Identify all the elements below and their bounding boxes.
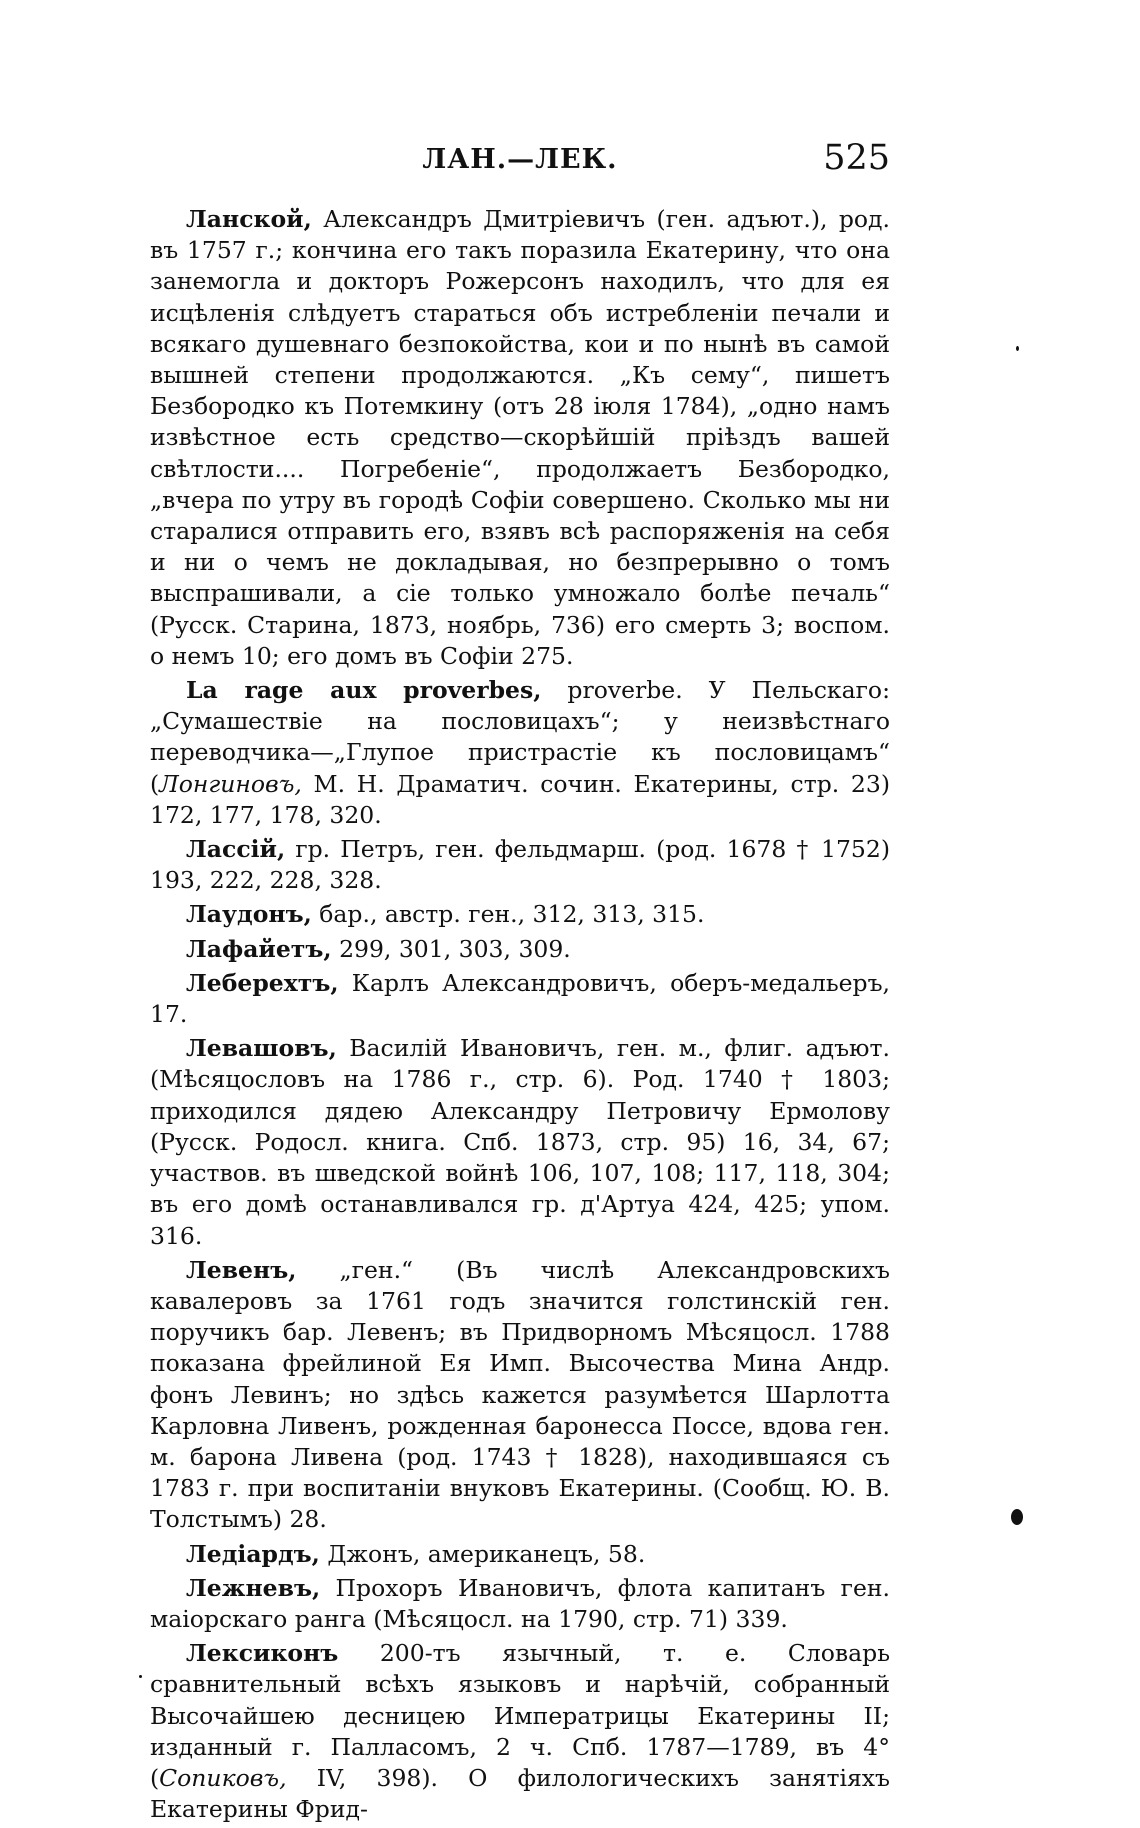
entry-text: „ген.“ (Въ числѣ Александровскихъ кавалеровъ за 1761 годъ значится голстинскій ген. поручикъ бар. Левенъ; въ Придворномъ Мѣсяцосл. 1788 показана фрейлиной Ея Имп. Высочества Мина Андр. фонъ Левинъ; но здѣсь кажется разумѣется Шарлотта Карловна Ливенъ, рожденная баронесса Поссе, вдова ген. м. барона Ливена (род. 1743 † 1828), находившаяся съ 1783 г. при воспитаніи внуковъ Екатерины. (Сообщ. Ю. В. Толстымъ) 28.	[150, 1255, 890, 1534]
entry-text: Прохоръ Ивановичъ, флота капитанъ ген. маіорскаго ранга (Мѣсяцосл. на 1790, стр. 71) 339.	[150, 1573, 890, 1633]
entry-text: Александръ Дмитріевичъ (ген. адъют.), род. въ 1757 г.; кончина его такъ поразила Екатерину, что она занемогла и докторъ Рожерсонъ находилъ, что для ея исцѣленія слѣдуетъ стараться объ истребленіи печали и всякаго душевнаго безпокойства, кои и по нынѣ въ самой вышней степени продолжаются. „Къ сему“, пишетъ Безбородко къ Потемкину (отъ 28 іюля 1784), „одно намъ извѣстное есть средство—скорѣйшій пріѣздъ вашей свѣтлости.... Погребеніе“, продолжаетъ Безбородко, „вчера по утру въ городѣ Софіи совершено. Сколько мы ни старалися отправить его, взявъ всѣ распоряженія на себя и ни о чемъ не докладывая, но безпрерывно о томъ выспрашивали, а сіе только умножало болѣе печаль“ (Русск. Старина, 1873, ноябрь, 736) его смерть 3; воспом. о немъ 10; его домъ въ Софіи 275.	[150, 205, 890, 670]
page-number: 525	[823, 138, 890, 178]
entry-text: 200-тъ язычный, т. е. Словарь сравнительный всѣхъ языковъ и нарѣчій, собранный Высочайшею десницею Императрицы Екатерины II; изданный г. Палласомъ, 2 ч. Спб. 1787—1789, въ 4° (	[150, 1639, 890, 1792]
entry-text-cont: IV, 398). О филологическихъ занятіяхъ Екатерины Фрид-	[150, 1763, 890, 1824]
index-entry	[150, 1255, 890, 1536]
entry-text: гр. Петръ, ген. фельдмарш. (род. 1678 † 1752) 193, 222, 228, 328.	[150, 835, 890, 895]
index-entries	[150, 204, 890, 1828]
index-entry	[150, 834, 890, 896]
entry-text: бар., австр. ген., 312, 313, 315.	[311, 900, 705, 929]
index-entry	[150, 899, 890, 930]
entry-italic: Сопиковъ,	[159, 1763, 287, 1792]
ink-speck	[139, 1675, 142, 1678]
entry-text-cont: М. Н. Драматич. сочин. Екатерины, стр. 23) 172, 177, 178, 320.	[150, 769, 890, 829]
entry-text: Василій Ивановичъ, ген. м., флиг. адъют. (Мѣсяцословъ на 1786 г., стр. 6). Род. 1740 † 1803; приходился дядею Александру Петровичу Ермолову (Русск. Родосл. книга. Спб. 1873, стр. 95) 16, 34, 67; участвов. въ шведской войнѣ 106, 107, 108; 117, 118, 304; въ его домѣ останавливался гр. д'Артуа 424, 425; упом. 316.	[150, 1034, 890, 1250]
entry-headword: La rage aux proverbes,	[186, 676, 542, 705]
index-entry	[150, 1033, 890, 1251]
ink-speck	[1016, 346, 1019, 351]
entry-headword: Лассій,	[186, 835, 286, 864]
index-entry	[150, 1638, 890, 1825]
ink-speck	[1011, 1509, 1023, 1525]
page-header	[150, 138, 890, 178]
entry-text: 299, 301, 303, 309.	[331, 934, 571, 963]
index-entry	[150, 934, 890, 965]
entry-text: Джонъ, американецъ, 58.	[319, 1539, 646, 1568]
entry-text: proverbe. У Пельскаго: „Сумашествіе на пословицахъ“; у неизвѣстнаго переводчика—„Глупое пристрастіе къ пословицамъ“ (	[150, 676, 890, 798]
entry-headword: Левенъ,	[186, 1255, 297, 1284]
entry-headword: Лафайетъ,	[186, 934, 332, 963]
index-entry	[150, 1573, 890, 1635]
entry-headword: Ланской,	[186, 205, 312, 233]
index-entry	[150, 968, 890, 1030]
index-entry	[150, 1539, 890, 1570]
entry-italic: Лонгиновъ,	[159, 769, 302, 798]
entry-headword: Ледіардъ,	[186, 1539, 320, 1568]
entry-headword: Лежневъ,	[186, 1573, 321, 1602]
index-entry	[150, 675, 890, 831]
entry-text: Карлъ Александровичъ, оберъ-медальеръ, 17.	[150, 968, 890, 1029]
entry-headword: Лаудонъ,	[186, 900, 312, 929]
running-head: ЛАН.—ЛЕК.	[422, 144, 618, 175]
entry-headword: Леберехтъ,	[186, 968, 339, 997]
entry-headword: Левашовъ,	[186, 1034, 337, 1063]
index-entry	[150, 204, 890, 672]
entry-headword: Лексиконъ	[186, 1639, 339, 1668]
